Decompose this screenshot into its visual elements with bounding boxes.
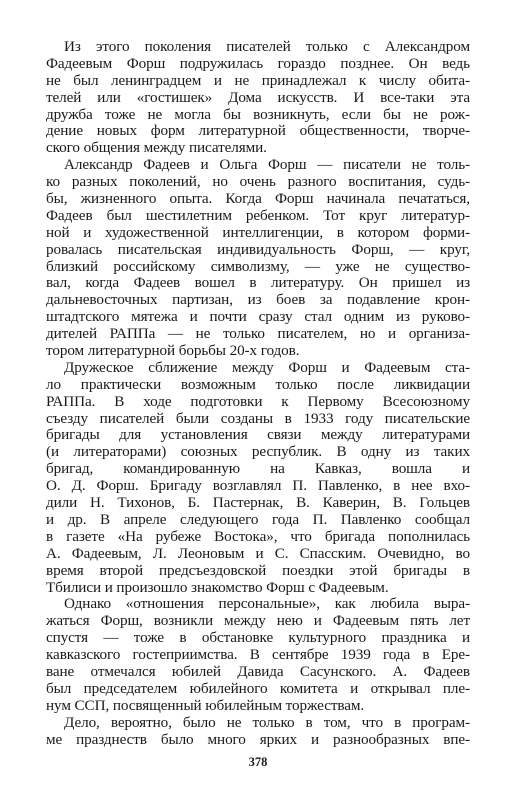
text-line: бы, жизненного опыта. Когда Форш начинала печататься, bbox=[46, 190, 470, 208]
text-line: близкий российскому символизму, — уже не существо- bbox=[46, 257, 470, 275]
text-line: кавказского гостеприимства. В сентябре 1939 года в Ере- bbox=[46, 646, 470, 664]
text-line: дальневосточных партизан, из боев за подавление крон- bbox=[46, 291, 470, 309]
text-line: (и литераторами) союзных республик. В одну из таких bbox=[46, 443, 470, 461]
text-line: Тбилиси и произошло знакомство Форш с Фадеевым. bbox=[46, 578, 389, 596]
paragraph bbox=[46, 596, 470, 714]
text-line: бригад, командированную на Кавказ, вошла и bbox=[46, 460, 470, 478]
text-line: штадтского мятежа и почти сразу стал одним из руково- bbox=[46, 308, 470, 326]
text-line: Дело, вероятно, было не только в том, что в програм- bbox=[64, 713, 470, 731]
text-line: ване отмечался юбилей Давида Сасунского. А. Фадеев bbox=[46, 662, 470, 680]
text-line: Однако «отношения персональные», как любила выра- bbox=[64, 595, 470, 613]
paragraph bbox=[46, 157, 470, 360]
text-line: тором литературной борьбы 20-х годов. bbox=[46, 342, 300, 360]
text-line: ной и художественной интеллигенции, в котором форми- bbox=[46, 223, 470, 241]
text-line: и др. В апреле следующего года П. Павленко сообщал bbox=[46, 510, 470, 528]
paragraph bbox=[46, 360, 470, 596]
page-number: 378 bbox=[248, 755, 268, 769]
text-line: съезду писателей были созданы в 1933 году писательские bbox=[46, 409, 470, 427]
text-line: ло практически возможным только после ликвидации bbox=[46, 375, 470, 393]
text-line: Александр Фадеев и Ольга Форш — писатели не толь- bbox=[64, 156, 470, 174]
text-line: нум ССП, посвященный юбилейным торжествам. bbox=[46, 696, 365, 714]
text-line: бригады для установления связи между литературами bbox=[46, 426, 470, 444]
text-line: Фадеевым Форш подружилась гораздо позднее. Он ведь bbox=[46, 54, 470, 72]
text-line: дение новых форм литературной общественности, творче- bbox=[46, 122, 470, 140]
text-line: не был ленинградцем и не принадлежал к числу обита- bbox=[46, 71, 470, 89]
text-line: ко разных поколений, но очень разного воспитания, судь- bbox=[46, 173, 470, 191]
text-line: ровалась писательская индивидуальность Форш, — круг, bbox=[46, 240, 470, 258]
text-line: Из этого поколения писателей только с Александром bbox=[64, 38, 470, 55]
text-line: О. Д. Форш. Бригаду возглавлял П. Павленко, в нее вхо- bbox=[46, 477, 470, 495]
text-line: дружба тоже не могла бы возникнуть, если бы не рож- bbox=[46, 105, 470, 123]
paragraph bbox=[46, 715, 470, 749]
text-line: РАППа. В ходе подготовки к Первому Всесоюзному bbox=[46, 392, 470, 410]
text-line: был председателем юбилейного комитета и открывал пле- bbox=[46, 679, 470, 697]
text-line: дили Н. Тихонов, Б. Пастернак, В. Каверин, В. Гольцев bbox=[46, 494, 470, 512]
text-line: спустя — тоже в обстановке культурного праздника и bbox=[46, 629, 470, 647]
text-line: ского общения между писателями. bbox=[46, 139, 267, 157]
text-line: Дружеское сближение между Форш и Фадеевым ста- bbox=[64, 358, 470, 376]
text-line: в газете «На рубеже Востока», что бригада пополнилась bbox=[46, 527, 470, 545]
text-line: А. Фадеевым, Л. Леоновым и С. Спасским. Очевидно, во bbox=[46, 544, 470, 562]
text-line: Фадеев был шестилетним ребенком. Тот круг литератур- bbox=[46, 206, 470, 224]
text-line: ме празднеств было много ярких и разнообразных впе- bbox=[46, 730, 470, 748]
text-line: дителей РАППа — не только писателем, но и организа- bbox=[46, 325, 470, 343]
text-line: телей или «гостишек» Дома искусств. И все-таки эта bbox=[46, 88, 470, 106]
page-text bbox=[46, 39, 470, 748]
text-line: время второй предсъездовской поездки этой бригады в bbox=[46, 561, 470, 579]
paragraph bbox=[46, 39, 470, 157]
text-line: вал, когда Фадеев вошел в литературу. Он пришел из bbox=[46, 274, 470, 292]
text-line: жаться Форш, возникли между нею и Фадеевым пять лет bbox=[46, 612, 470, 630]
